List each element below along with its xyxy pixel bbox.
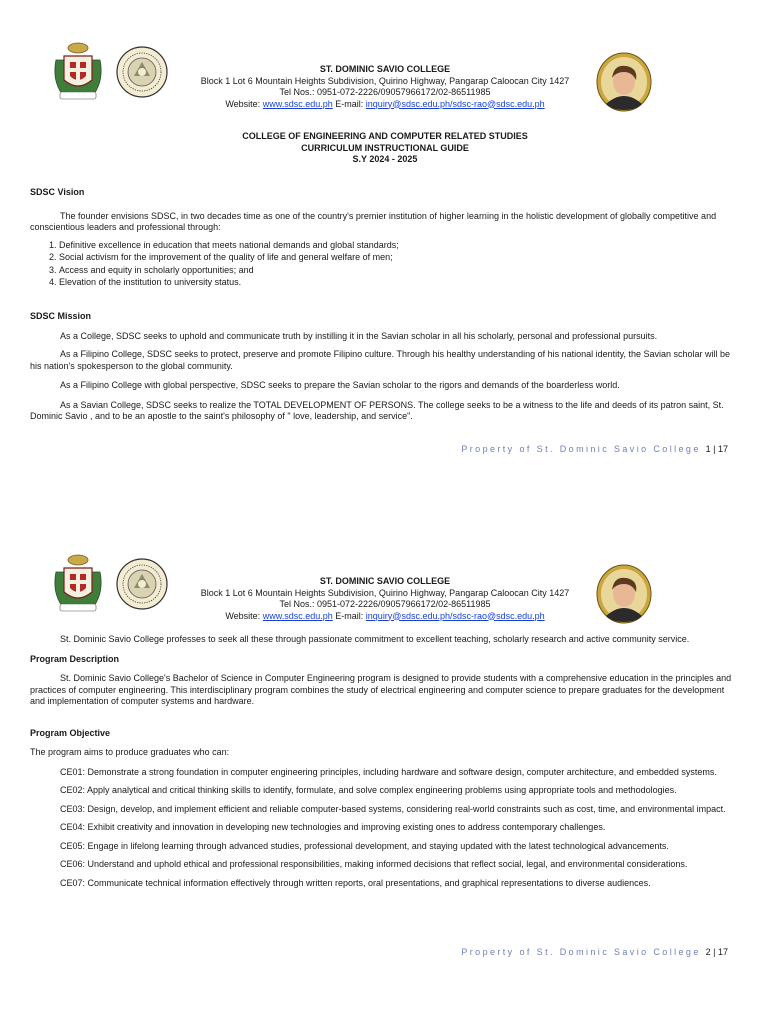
objective-item: CE06: Understand and uphold ethical and professional responsibilities, making informed decisions that reflect social, legal, and environmental considerations. [60,859,688,869]
school-year: S.Y 2024 - 2025 [352,154,418,164]
page-footer [461,444,728,454]
objective-item: CE05: Engage in lifelong learning through advanced studies, professional development, and staying updated with the latest technological advancements. [60,840,669,851]
vision-item: 4. Elevation of the institution to university status. [59,276,738,289]
email-link[interactable]: inquiry@sdsc.edu.ph/sdsc-rao@sdsc.edu.ph [365,98,545,109]
letterhead [170,576,600,622]
objective-item: CE07: Communicate technical information effectively through written reports, oral presentations, and graphical representations to diverse audiences. [60,877,651,888]
guide-title: CURRICULUM INSTRUCTIONAL GUIDE [301,142,469,153]
mission-paragraph: As a Filipino College, SDSC seeks to protect, preserve and promote Filipino culture. Through his healthy understanding of his national identity, the Savian scholar will be his nation's spokesperson to the global community. [30,349,731,371]
objective-item: CE03: Design, develop, and implement efficient and reliable computer-based systems, considering real-world constraints such as cost, time, and environmental impact. [60,803,726,814]
college-crest-seal-icon [50,552,106,614]
vision-item: 1. Definitive excellence in education that meets national demands and global standards; [59,239,738,252]
document-title-block [170,131,600,166]
college-telephone: Tel Nos.: 0951-072-2226/09057966172/02-86511985 [279,599,491,609]
vision-item: 3. Access and equity in scholarly opportunities; and [59,264,738,277]
objective-item: CE02: Apply analytical and critical thinking skills to identify, formulate, and solve complex engineering problems using appropriate tools and methodologies. [60,785,677,795]
department-title: COLLEGE OF ENGINEERING AND COMPUTER RELATED STUDIES [242,131,528,141]
objective-item: CE01: Demonstrate a strong foundation in computer engineering principles, including hardware and software design, computer architecture, and embedded systems. [60,766,717,777]
footer-property-text: Property of St. Dominic Savio College [461,947,701,957]
contact-line [170,99,600,111]
footer-property-text: Property of St. Dominic Savio College [461,444,701,454]
vision-item: 2. Social activism for the improvement of the quality of life and general welfare of men; [59,251,738,264]
round-college-seal-icon [116,46,168,98]
st-dominic-savio-portrait-icon [596,564,652,624]
contact-line [170,611,600,623]
objective-intro: The program aims to produce graduates who can: [30,747,230,757]
email-label: E-mail: [335,98,364,109]
objective-item: CE04: Exhibit creativity and innovation in developing new technologies and improving existing ones to address contemporary challenges. [60,822,606,832]
website-link[interactable]: www.sdsc.edu.ph [262,610,333,621]
round-college-seal-icon [116,558,168,610]
commitment-paragraph: St. Dominic Savio College professes to seek all these through passionate commitment to excellent teaching, scholarly research and active community service. [60,634,690,644]
mission-paragraph: As a Filipino College with global perspective, SDSC seeks to prepare the Savian scholar to the rigors and demands of the boarderless world. [60,380,620,390]
mission-section [30,311,738,423]
program-objective-heading: Program Objective [30,727,111,738]
vision-list [30,239,738,289]
page-footer [461,947,728,957]
website-label: Website: [225,98,261,109]
website-link[interactable]: www.sdsc.edu.ph [262,98,333,109]
program-description-heading: Program Description [30,653,120,664]
vision-section [30,187,738,289]
college-telephone: Tel Nos.: 0951-072-2226/09057966172/02-86511985 [279,87,491,97]
college-address: Block 1 Lot 6 Mountain Heights Subdivision, Quirino Highway, Pangarap Caloocan City 1427 [200,587,570,598]
page-number: 1 | 17 [705,444,728,454]
website-label: Website: [225,610,261,621]
vision-heading: SDSC Vision [30,187,85,197]
mission-heading: SDSC Mission [30,311,92,321]
document-page-2 [0,512,768,1024]
program-description-paragraph: St. Dominic Savio College's Bachelor of Science in Computer Engineering program is designed to provide students with a comprehensive education in the principles and practices of computer engineering. This interdisciplinary program combines the study of electrical engineering and computer science to prepare graduates for the development and implementation of computer systems and hardware. [30,673,732,706]
st-dominic-savio-portrait-icon [596,52,652,112]
email-label: E-mail: [335,610,364,621]
college-name: ST. DOMINIC SAVIO COLLEGE [319,576,451,586]
page2-content [30,634,738,889]
college-name: ST. DOMINIC SAVIO COLLEGE [319,64,451,74]
page-number: 2 | 17 [705,947,728,957]
email-link[interactable]: inquiry@sdsc.edu.ph/sdsc-rao@sdsc.edu.ph [365,610,545,621]
letterhead [170,64,600,110]
college-crest-seal-icon [50,40,106,102]
vision-intro: The founder envisions SDSC, in two decades time as one of the country's premier institution of higher learning in the holistic development of globally competitive and conscientious leaders and professional through: [30,210,717,232]
mission-paragraph: As a Savian College, SDSC seeks to realize the TOTAL DEVELOPMENT OF PERSONS. The college seeks to be a witness to the life and deeds of its patron saint, St. Dominic Savio , and to be an apostle to the saint's philosophy of " love, leadership, and service". [30,399,724,421]
mission-paragraph: As a College, SDSC seeks to uphold and communicate truth by instilling it in the Savian scholar in all his scholarly, personal and professional pursuits. [60,330,658,341]
college-address: Block 1 Lot 6 Mountain Heights Subdivision, Quirino Highway, Pangarap Caloocan City 1427 [200,75,570,86]
